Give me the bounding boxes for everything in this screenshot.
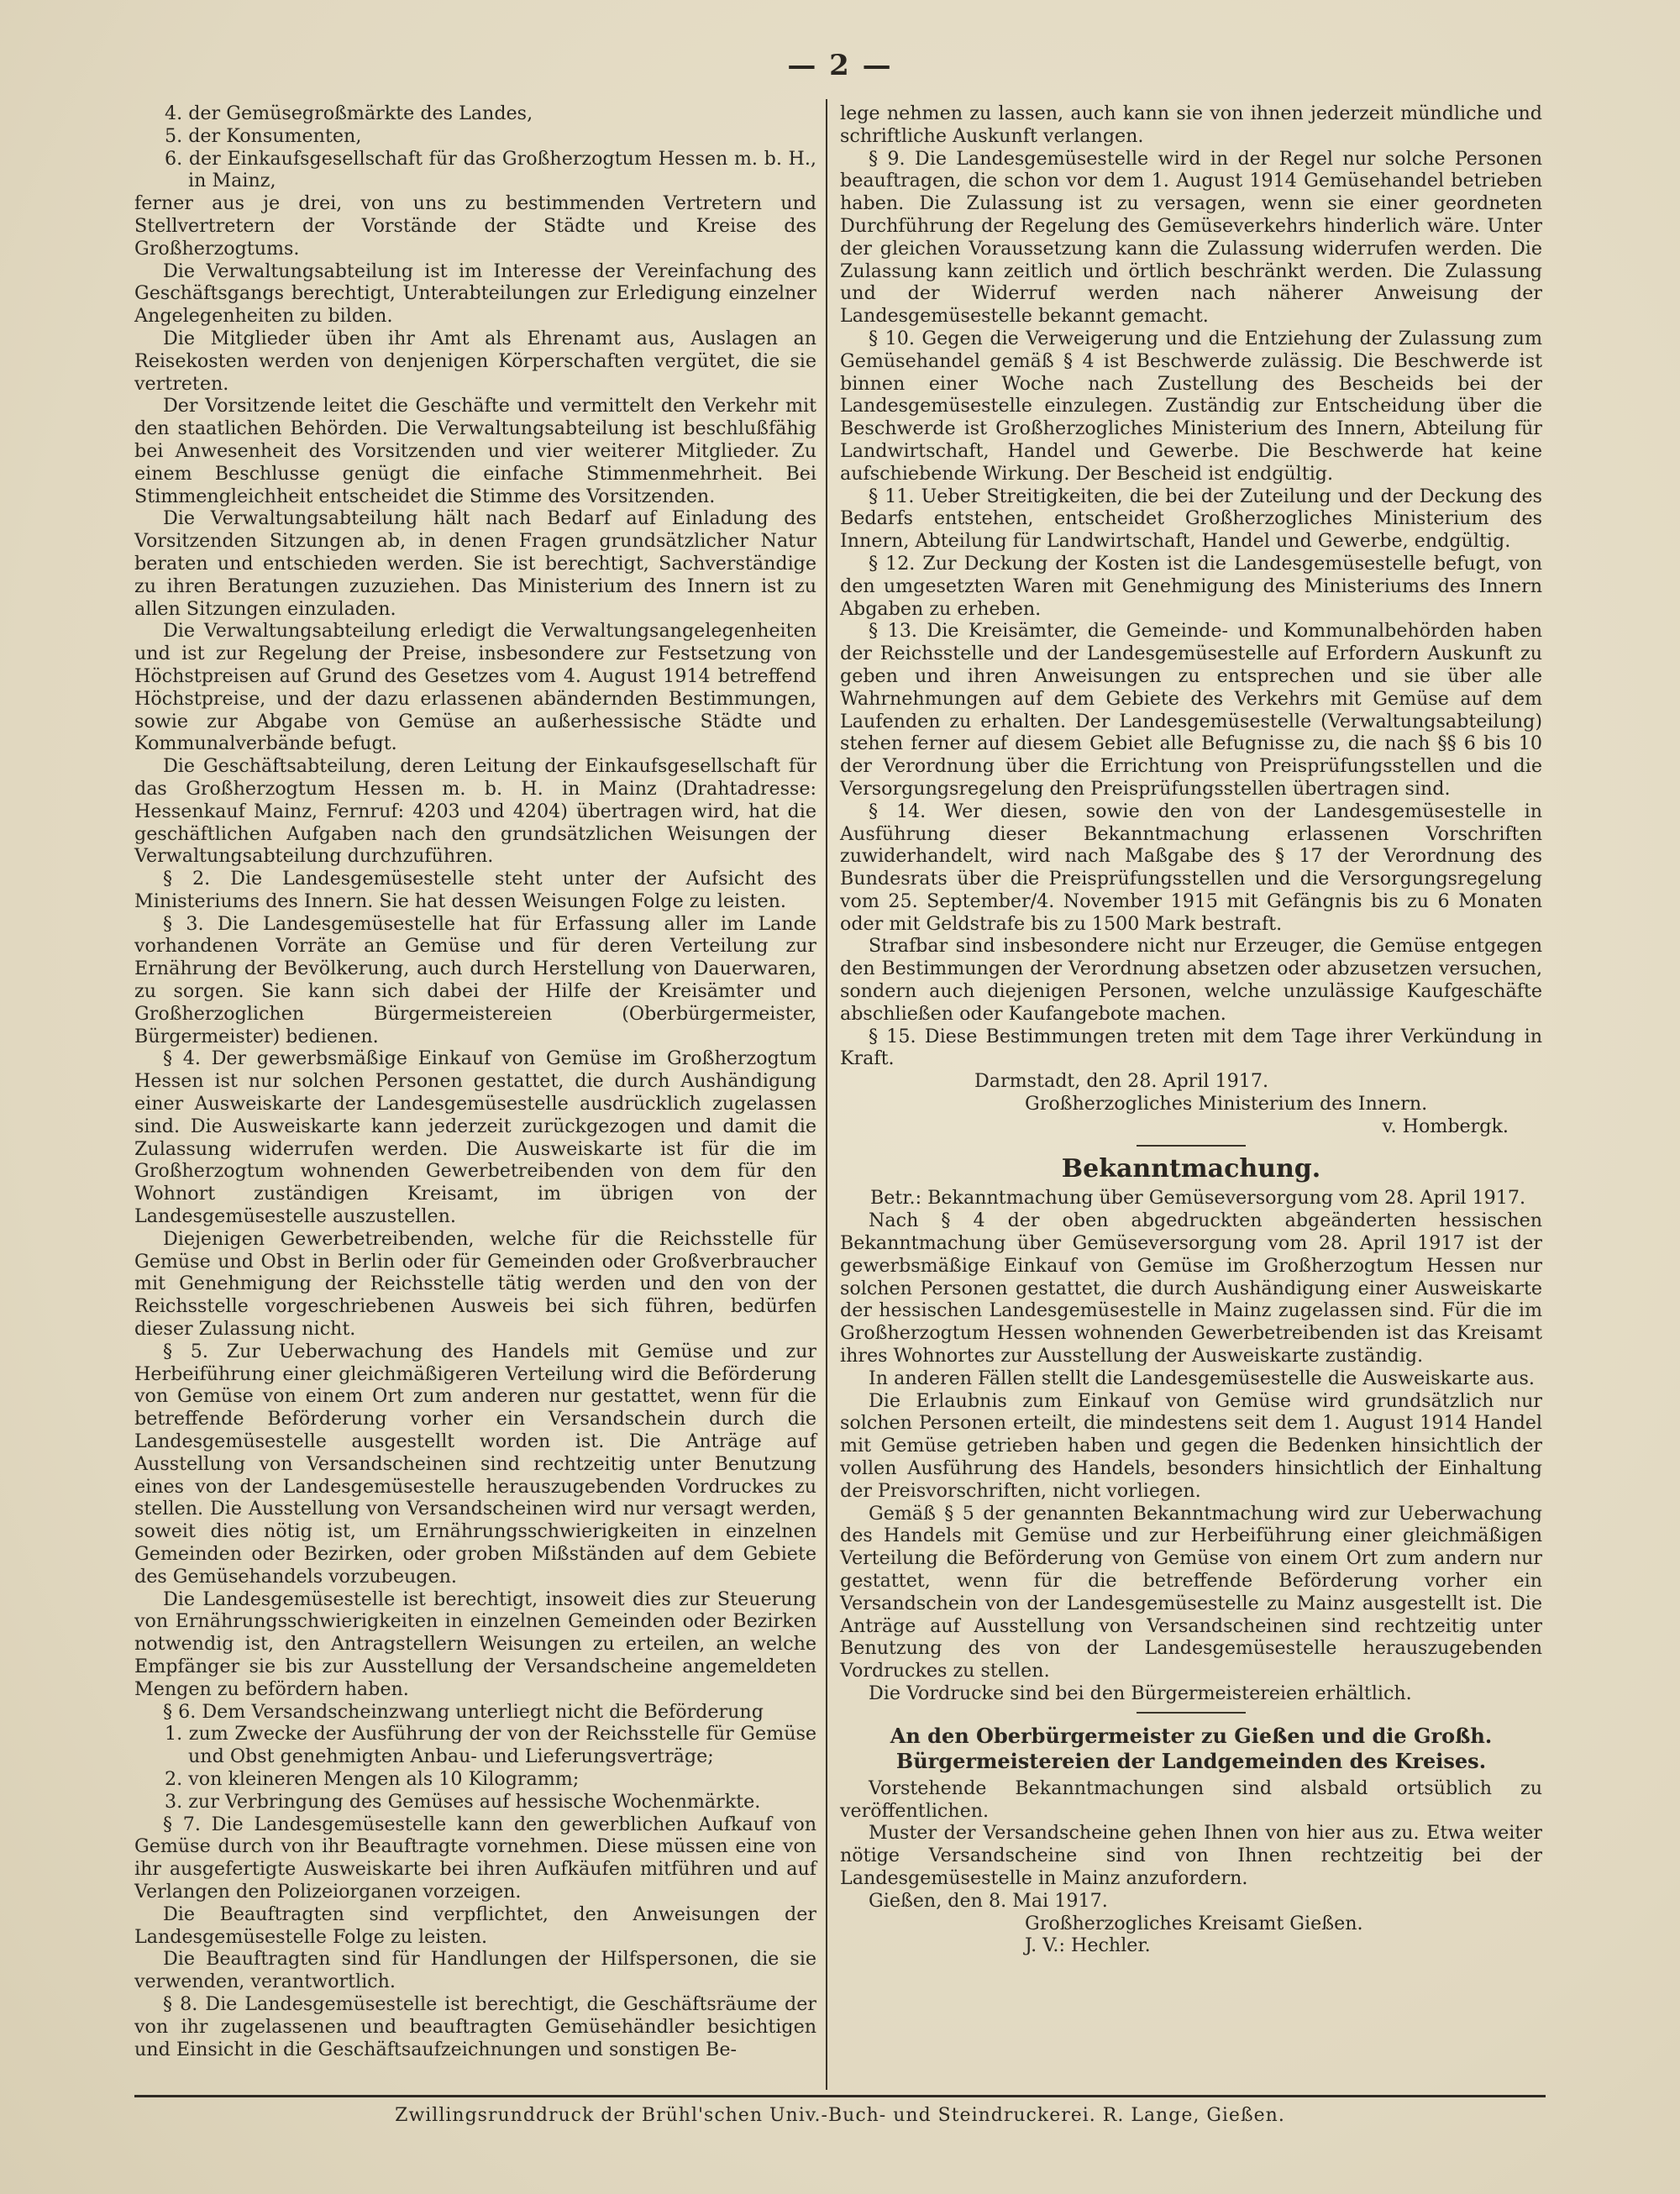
paragraph: J. V.: Hechler.: [1025, 1934, 1151, 1957]
paragraph: Die Vordrucke sind bei den Bürgermeistereien erhältlich.: [869, 1682, 1412, 1704]
paragraph: Die Verwaltungsabteilung erledigt die Verwaltungsangelegenheiten und ist zur Regelung der Preise, insbesondere zur Festsetzung von Höchstpreisen auf Grund des Gesetzes vom 4. August 1914 betreffend Höchstpreise, und der dazu erlassenen abändernden Bestimmungen, sowie zur Abgabe von Gemüse an außerhessische Städte und Kommunalverbände befugt.: [134, 620, 816, 755]
paragraph: § 2. Die Landesgemüsestelle steht unter der Aufsicht des Ministeriums des Innern. Sie hat dessen Weisungen Folge zu leisten.: [134, 868, 816, 912]
paragraph: Der Vorsitzende leitet die Geschäfte und vermittelt den Verkehr mit den staatlichen Behörden. Die Verwaltungsabteilung ist beschlußfähig bei Anwesenheit des Vorsitzenden und vier weiterer Mitglieder. Zu einem Beschlusse genügt die einfache Stimmenmehrheit. Bei Stimmengleichheit entscheidet die Stimme des Vorsitzenden.: [134, 395, 816, 507]
paragraph: Die Beauftragten sind für Handlungen der Hilfspersonen, die sie verwenden, verantwortlich.: [134, 1948, 816, 1993]
paragraph: Nach § 4 der oben abgedruckten abgeänderten hessischen Bekanntmachung über Gemüseversorgung vom 28. April 1917 ist der gewerbsmäßige Einkauf von Gemüse im Großherzogtum Hessen nur solchen Personen gestattet, die durch Aushändigung einer Ausweiskarte der hessischen Landesgemüsestelle in Mainz zugelassen sind. Für die im Großherzogtum Hessen wohnenden Gewerbetreibenden ist das Kreisamt ihres Wohnortes zur Ausstellung der Ausweiskarte zuständig.: [840, 1210, 1542, 1367]
column-divider: [826, 99, 827, 2090]
section-heading: Bekanntmachung.: [1061, 1153, 1321, 1184]
paragraph: Muster der Versandscheine gehen Ihnen von hier aus zu. Etwa weiter nötige Versandscheine sind von Ihnen rechtzeitig bei der Landesgemüsestelle in Mainz anzufordern.: [840, 1822, 1542, 1889]
paragraph: § 10. Gegen die Verweigerung und die Entziehung der Zulassung zum Gemüsehandel gemäß § 4 ist Beschwerde zulässig. Die Beschwerde ist binnen einer Woche nach Zustellung des Bescheids bei der Landesgemüsestelle einzulegen. Zuständig zur Entscheidung über die Beschwerde ist Großherzogliches Ministerium des Innern, Abteilung für Landwirtschaft, Handel und Gewerbe. Die Beschwerde hat keine aufschiebende Wirkung. Der Bescheid ist endgültig.: [840, 327, 1542, 485]
paragraph: Diejenigen Gewerbetreibenden, welche für die Reichsstelle für Gemüse und Obst in Berlin oder für Gemeinden oder Großverbraucher mit Genehmigung der Reichsstelle tätig werden und den von der Reichsstelle vorgeschriebenen Ausweis bei sich führen, bedürfen dieser Zulassung nicht.: [134, 1227, 816, 1341]
paragraph: 4. der Gemüsegroßmärkte des Landes,: [165, 102, 533, 124]
paragraph: 5. der Konsumenten,: [165, 124, 362, 147]
section-rule: [1137, 1145, 1246, 1147]
paragraph: 3. zur Verbringung des Gemüses auf hessische Wochenmärkte.: [165, 1790, 761, 1813]
paragraph: Die Mitglieder üben ihr Amt als Ehrenamt aus, Auslagen an Reisekosten werden von denjenigen Körperschaften vergütet, die sie vertreten.: [134, 327, 816, 395]
paragraph: Großherzogliches Ministerium des Innern.: [1025, 1093, 1428, 1115]
paragraph: In anderen Fällen stellt die Landesgemüsestelle die Ausweiskarte aus.: [869, 1367, 1535, 1389]
paragraph: § 5. Zur Ueberwachung des Handels mit Gemüse und zur Herbeiführung einer gleichmäßigeren Verteilung wird die Beförderung von Gemüse von einem Ort zum anderen nur gestattet, wenn für die betreffende Beförderung vorher ein Versandschein durch die Landesgemüsestelle ausgestellt worden ist. Die Anträge auf Ausstellung von Versandscheinen sind rechtzeitig unter Benutzung eines von der Landesgemüsestelle herauszugebenden Vordruckes zu stellen. Die Ausstellung von Versandscheinen wird nur versagt werden, soweit dies nötig ist, um Ernährungsschwierigkeiten in einzelnen Gemeinden oder Bezirken, oder groben Mißständen auf dem Gebiete des Gemüsehandels vorzubeugen.: [134, 1340, 816, 1588]
paragraph: § 14. Wer diesen, sowie den von der Landesgemüsestelle in Ausführung dieser Bekanntmachung erlassenen Vorschriften zuwiderhandelt, wird nach Maßgabe des § 17 der Verordnung des Bundesrats über die Preisprüfungsstellen und die Versorgungsregelung vom 25. September/4. November 1915 mit Gefängnis bis zu 6 Monaten oder mit Geldstrafe bis zu 1500 Mark bestraft.: [840, 800, 1542, 935]
paragraph: Die Verwaltungsabteilung hält nach Bedarf auf Einladung des Vorsitzenden Sitzungen ab, in denen Fragen grundsätzlicher Natur beraten und entschieden werden. Sie ist berechtigt, Sachverständige zu ihren Beratungen zuzuziehen. Das Ministerium des Innern ist zu allen Sitzungen einzuladen.: [134, 507, 816, 620]
bottom-rule: [134, 2095, 1546, 2097]
paragraph: § 9. Die Landesgemüsestelle wird in der Regel nur solche Personen beauftragen, die schon vor dem 1. August 1914 Gemüsehandel betrieben haben. Die Zulassung ist zu versagen, wenn sie einer geordneten Durchführung der Regelung des Gemüseverkehrs hinderlich wäre. Unter der gleichen Voraussetzung kann die Zulassung widerrufen werden. Die Zulassung kann zeitlich und örtlich beschränkt werden. Die Zulassung und der Widerruf werden nach näherer Anweisung der Landesgemüsestelle bekannt gemacht.: [840, 147, 1542, 328]
paragraph: Vorstehende Bekanntmachungen sind alsbald ortsüblich zu veröffentlichen.: [840, 1777, 1542, 1822]
paragraph: Großherzogliches Kreisamt Gießen.: [1025, 1912, 1363, 1934]
page-number: — 2 —: [787, 49, 893, 82]
paragraph: § 4. Der gewerbsmäßige Einkauf von Gemüse im Großherzogtum Hessen ist nur solchen Personen gestattet, die durch Aushändigung einer Ausweiskarte der Landesgemüsestelle ausdrücklich zugelassen sind. Die Ausweiskarte kann jederzeit zurückgezogen und damit die Zulassung widerrufen werden. Die Ausweiskarte ist für die im Großherzogtum wohnenden Gewerbetreibenden von dem für den Wohnort zuständigen Kreisamt, im übrigen von der Landesgemüsestelle auszustellen.: [134, 1047, 816, 1228]
paragraph: Die Landesgemüsestelle ist berechtigt, insoweit dies zur Steuerung von Ernährungsschwierigkeiten in einzelnen Gemeinden oder Bezirken notwendig ist, den Antragstellern Weisungen zu erteilen, an welche Empfänger sie bis zur Ausstellung der Versandscheine angemeldeten Mengen zu befördern haben.: [134, 1588, 816, 1700]
paragraph: 1. zum Zwecke der Ausführung der von der Reichsstelle für Gemüse und Obst genehmigten Anbau- und Lieferungsverträge;: [165, 1723, 816, 1768]
address-heading: An den Oberbürgermeister zu Gießen und die Großh. Bürgermeistereien der Landgemeinden des Kreises.: [890, 1723, 1493, 1773]
paragraph: § 11. Ueber Streitigkeiten, die bei der Zuteilung und der Deckung des Bedarfs entstehen, entscheidet Großherzogliches Ministerium des Innern, Abteilung für Landwirtschaft, Handel und Gewerbe, endgültig.: [840, 485, 1542, 553]
right-column: [840, 102, 1542, 1957]
paragraph: Die Beauftragten sind verpflichtet, den Anweisungen der Landesgemüsestelle Folge zu leisten.: [134, 1903, 816, 1948]
paragraph: ferner aus je drei, von uns zu bestimmenden Vertretern und Stellvertretern der Vorstände der Städte und Kreise des Großherzogtums.: [134, 192, 816, 260]
paragraph: Die Verwaltungsabteilung ist im Interesse der Vereinfachung des Geschäftsgangs berechtigt, Unterabteilungen zur Erledigung einzelner Angelegenheiten zu bilden.: [134, 260, 816, 328]
paragraph: 6. der Einkaufsgesellschaft für das Großherzogtum Hessen m. b. H., in Mainz,: [165, 147, 816, 192]
section-rule: [1137, 1712, 1246, 1714]
paragraph: v. Hombergk.: [1382, 1115, 1509, 1137]
paragraph: Gemäß § 5 der genannten Bekanntmachung wird zur Ueberwachung des Handels mit Gemüse und zur Herbeiführung einer gleichmäßigen Verteilung die Beförderung von Gemüse von einem Ort zum andern nur gestattet, wenn für die betreffende Beförderung vorher ein Versandschein von der Landesgemüsestelle zu Mainz ausgestellt ist. Die Anträge auf Ausstellung von Versandscheinen sind rechtzeitig unter Benutzung des von der Landesgemüsestelle herauszugebenden Vordruckes zu stellen.: [840, 1502, 1542, 1682]
paragraph: Die Geschäftsabteilung, deren Leitung der Einkaufsgesellschaft für das Großherzogtum Hessen m. b. H. in Mainz (Drahtadresse: Hessenkauf Mainz, Fernruf: 4203 und 4204) übertragen wird, hat die geschäftlichen Aufgaben nach den grundsätzlichen Weisungen der Verwaltungsabteilung durchzuführen.: [134, 755, 816, 868]
printer-imprint: Zwillingsrunddruck der Brühl'schen Univ.-Buch- und Steindruckerei. R. Lange, Gießen.: [395, 2105, 1285, 2126]
paragraph: Die Erlaubnis zum Einkauf von Gemüse wird grundsätzlich nur solchen Personen erteilt, die mindestens seit dem 1. August 1914 Handel mit Gemüse getrieben haben und gegen die Bedenken hinsichtlich der vollen Ausführung des Handels, besonders hinsichtlich der Einhaltung der Preisvorschriften, nicht vorliegen.: [840, 1389, 1542, 1502]
paragraph: Darmstadt, den 28. April 1917.: [974, 1070, 1269, 1093]
paragraph: § 12. Zur Deckung der Kosten ist die Landesgemüsestelle befugt, von den umgesetzten Waren mit Genehmigung des Ministeriums des Innern Abgaben zu erheben.: [840, 552, 1542, 620]
paragraph: § 8. Die Landesgemüsestelle ist berechtigt, die Geschäftsräume der von ihr zugelassenen und beauftragten Gemüsehändler besichtigen und Einsicht in die Geschäftsaufzeichnungen und sonstigen Be-: [134, 1992, 816, 2060]
left-column: [134, 102, 816, 2060]
paragraph: lege nehmen zu lassen, auch kann sie von ihnen jederzeit mündliche und schriftliche Auskunft verlangen.: [840, 102, 1542, 147]
paragraph: § 15. Diese Bestimmungen treten mit dem Tage ihrer Verkündung in Kraft.: [840, 1025, 1542, 1070]
paragraph: § 13. Die Kreisämter, die Gemeinde- und Kommunalbehörden haben der Reichsstelle und der Landesgemüsestelle auf Erfordern Auskunft zu geben und ihren Anweisungen zu entsprechen und sie über alle Wahrnehmungen auf dem Gebiete des Verkehrs mit Gemüse auf dem Laufenden zu erhalten. Der Landesgemüsestelle (Verwaltungsabteilung) stehen ferner auf diesem Gebiet alle Befugnisse zu, die nach §§ 6 bis 10 der Verordnung über die Errichtung von Preisprüfungsstellen und die Versorgungsregelung den Preisprüfungsstellen übertragen sind.: [840, 620, 1542, 800]
paragraph: Betr.: Bekanntmachung über Gemüseversorgung vom 28. April 1917.: [870, 1187, 1526, 1210]
paragraph: § 3. Die Landesgemüsestelle hat für Erfassung aller im Lande vorhandenen Vorräte an Gemüse und für deren Verteilung zur Ernährung der Bevölkerung, auch durch Herstellung von Dauerwaren, zu sorgen. Sie kann sich dabei der Hilfe der Kreisämter und Großherzoglichen Bürgermeistereien (Oberbürgermeister, Bürgermeister) bedienen.: [134, 912, 816, 1047]
paragraph: Gießen, den 8. Mai 1917.: [869, 1889, 1108, 1912]
paragraph: § 6. Dem Versandscheinzwang unterliegt nicht die Beförderung: [163, 1700, 764, 1723]
paragraph: § 7. Die Landesgemüsestelle kann den gewerblichen Aufkauf von Gemüse durch von ihr Beauftragte vornehmen. Diese müssen eine von ihr ausgefertigte Ausweiskarte bei ihren Aufkäufen mitführen und auf Verlangen den Polizeiorganen vorzeigen.: [134, 1813, 816, 1903]
paragraph: 2. von kleineren Mengen als 10 Kilogramm;: [165, 1767, 580, 1790]
paragraph: Strafbar sind insbesondere nicht nur Erzeuger, die Gemüse entgegen den Bestimmungen der Verordnung absetzen oder abzusetzen versuchen, sondern auch diejenigen Personen, welche unzulässige Kaufgeschäfte abschließen oder Kaufangebote machen.: [840, 935, 1542, 1025]
